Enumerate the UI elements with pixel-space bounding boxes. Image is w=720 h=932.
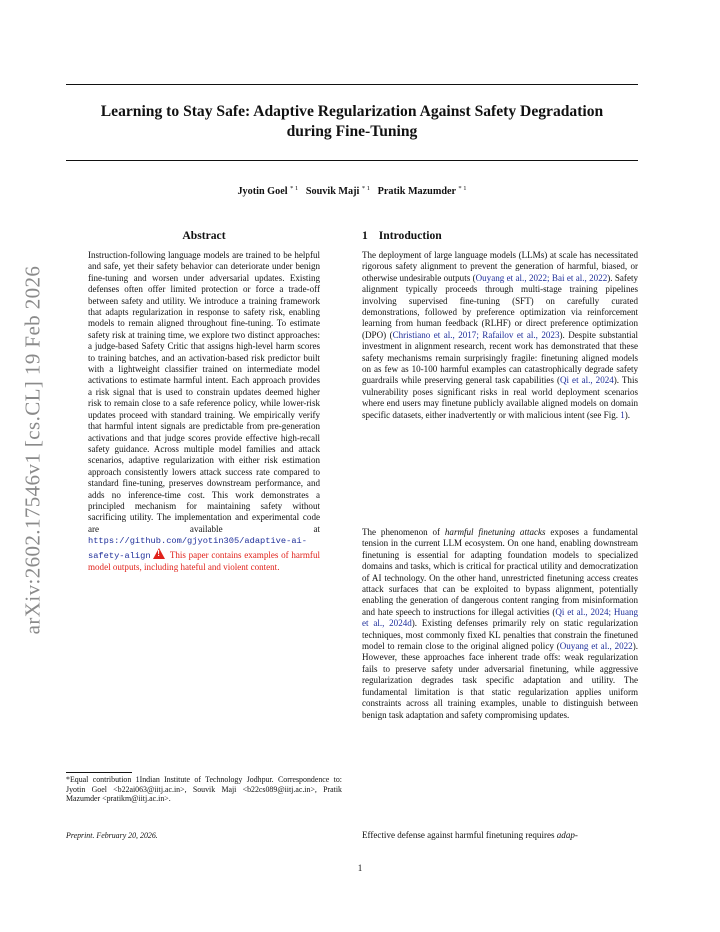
paper-title: Learning to Stay Safe: Adaptive Regularization Against Safety Degradation during Fine-Tuning — [100, 103, 604, 140]
author-name: Jyotin Goel — [237, 186, 288, 197]
preprint-note: Preprint. February 20, 2026. — [66, 831, 158, 840]
page-number: 1 — [357, 863, 363, 873]
abstract-heading: Abstract — [182, 229, 226, 242]
author-name: Pratik Mazumder — [377, 186, 456, 197]
citation-link[interactable]: Ouyang et al., 2022 — [559, 641, 633, 652]
title-rule-bottom — [66, 160, 638, 161]
footnote-rule — [66, 772, 132, 773]
code-repository-link[interactable]: https://github.com/gjyotin305/adaptive-ai-safety-align — [88, 536, 307, 561]
author-list — [66, 185, 638, 197]
introduction-paragraph-1: The deployment of large language models (LLMs) at scale has necessitated rigorous safety alignment to prevent the generation of harmful, biased, or otherwise undesirable outputs (Ouyang et al., 2022; Bai et al., 2022). Safety alignment typically proceeds through multi-stage training pipelines involving supervised fine-tuning (SFT) on carefully curated demonstrations, followed by preference optimization via reinforcement learning from human feedback (RLHF) or direct preference optimization (DPO) (Christiano et al., 2017; Rafailov et al., 2023). Despite substantial investment in alignment research, recent work has demonstrated that these safety mechanisms remain surprisingly fragile: finetuning aligned models on as few as 10-100 harmful examples can catastrophically degrade safety guardrails while preserving general task capabilities (Qi et al., 2024). This vulnerability poses significant risks in real world deployment scenarios where end users may finetune publicly available aligned models on domain specific datasets, either inadvertently or with malicious intent (see Fig. 1). — [362, 250, 639, 420]
citation-link[interactable]: Christiano et al., 2017; Rafailov et al., 2023 — [392, 329, 560, 340]
introduction-paragraph-2: The phenomenon of harmful finetuning attacks exposes a fundamental tension in the current LLM ecosystem. On one hand, enabling downstream finetuning is essential for adapting foundation models to specialized domains and tasks, which is critical for practical utility and democratization of AI technology. On the other hand, unrestricted finetuning access creates attack surfaces that can be exploited to bypass alignment, potentially enabling the generation of dangerous content ranging from misinformation and hate speech to instructions for illegal activities (Qi et al., 2024; Huang et al., 2024d). Existing defenses primarily rely on static regularization techniques, most commonly fixed KL penalties that constrain the finetuned model to remain close to the original aligned policy (Ouyang et al., 2022). However, these approaches face inherent trade offs: weak regularization fails to preserve safety under adversarial finetuning, while aggressive regularization degrades task specific adaptation and utility. The fundamental limitation is that static regularization applies uniform constraints across all training examples, unable to distinguish between benign task adaptation and safety compromising updates. — [362, 527, 639, 720]
title-rule-top — [66, 84, 638, 85]
content-warning: This paper contains examples of harmful model outputs, including hateful and violent content. — [88, 549, 320, 572]
section-heading-introduction — [362, 229, 442, 242]
citation-link[interactable]: Qi et al., 2024 — [559, 375, 614, 386]
author-marks: * 1 — [458, 185, 467, 192]
author-name: Souvik Maji — [305, 186, 360, 197]
citation-link[interactable]: Qi et al., 2024; Huang et al., 2024d — [362, 606, 639, 629]
section-number: 1 — [362, 229, 368, 242]
abstract-body: Instruction-following language models are trained to be helpful and safe, yet their safety behavior can deteriorate under benign fine-tuning and worsen under adversarial updates. Existing defenses often offer limited protection or force a trade-off between safety and utility. We introduce a training framework that adapts regularization in response to safety risk, enabling models to remain aligned throughout fine-tuning. To estimate safety risk at training time, we explore two distinct approaches: a judge-based Safety Critic that assigns high-level harm scores to training batches, and an activation-based risk predictor built with a lightweight classifier trained on intermediate model activations to estimate harmful intent. Each approach provides a risk signal that is used to constrain updates deemed higher risk to remain close to a safe reference policy, while lower-risk updates proceed with standard training. We empirically verify that harmful intent signals are predictable from pre-generation activations and that judge scores provide effective high-recall safety guidance. Across multiple model families and attack scenarios, adaptive regularization with either risk estimation approach consistently lowers attack success rate compared to standard fine-tuning, preserves downstream performance, and adds no inference-time cost. This work demonstrates a principled mechanism for maintaining safety without sacrificing utility. The implementation and experimental code are available at https://github.com/gjyotin305/adaptive-ai-safety-align ! This paper contains examples of harmful model outputs, including hateful and violent content. — [88, 250, 320, 573]
author-marks: * 1 — [290, 185, 299, 192]
section-title: Introduction — [378, 229, 442, 242]
author-marks: * 1 — [361, 185, 371, 192]
warning-icon — [153, 548, 165, 559]
citation-link[interactable]: Ouyang et al., 2022; Bai et al., 2022 — [475, 272, 608, 283]
figure-reference-link[interactable]: 1 — [620, 409, 625, 420]
introduction-paragraph-3: Effective defense against harmful finetuning requires adap- — [362, 830, 578, 840]
footnote: *Equal contribution 1Indian Institute of Technology Jodhpur. Correspondence to: Jyotin Goel <b22ai063@iitj.ac.in>, Souvik Maji <b22cs089@iitj.ac.in>, Pratik Mazumder <pratikm@iitj.ac.in>. — [66, 775, 342, 804]
